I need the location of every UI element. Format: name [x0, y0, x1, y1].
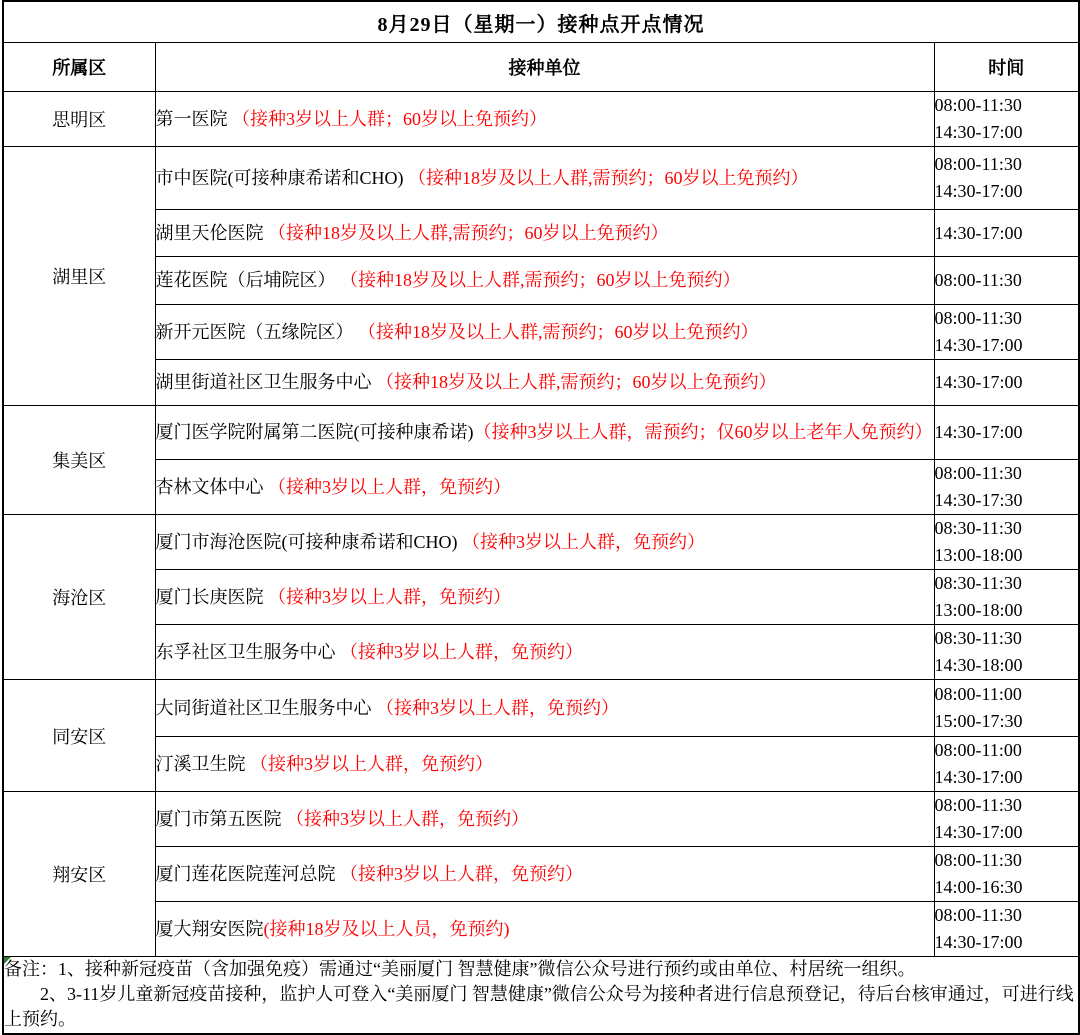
table-row	[3, 680, 1079, 737]
time-cell	[934, 680, 1079, 737]
unit-cell	[155, 902, 934, 957]
time-range: 08:00-11:30	[934, 308, 1022, 328]
unit-name: 杏林文体中心	[155, 476, 268, 497]
unit-name: 新开元医院（五缘院区）	[155, 321, 358, 342]
unit-name: 厦大翔安医院	[155, 918, 264, 939]
table-row	[3, 792, 1079, 847]
unit-cell	[155, 847, 934, 902]
time-range: 08:30-11:30	[934, 573, 1022, 593]
time-range: 14:30-17:30	[934, 490, 1023, 510]
time-cell	[934, 625, 1079, 680]
table-row	[3, 847, 1079, 902]
table-row	[3, 460, 1079, 515]
time-cell	[934, 147, 1079, 210]
unit-requirement: （接种3岁以上人群，免预约）	[268, 476, 511, 497]
unit-requirement: （接种3岁以上人群；60岁以上免预约）	[232, 108, 547, 129]
note-line-1: 备注：1、接种新冠疫苗（含加强免疫）需通过“美丽厦门 智慧健康”微信公众号进行预约或由单位、村居统一组织。	[4, 959, 916, 979]
unit-cell	[155, 92, 934, 147]
time-range: 14:30-17:00	[934, 767, 1023, 787]
column-header-time: 时间	[934, 43, 1079, 92]
time-range: 14:00-16:30	[934, 877, 1023, 897]
table-row	[3, 210, 1079, 257]
unit-requirement: （接种3岁以上人群，免预约）	[340, 641, 583, 662]
district-cell: 海沧区	[3, 515, 155, 680]
unit-requirement: （接种3岁以上人群，免预约）	[462, 531, 705, 552]
time-range: 08:00-11:00	[934, 740, 1022, 760]
unit-cell	[155, 570, 934, 625]
unit-name: 厦门医学院附属第二医院(可接种康希诺)	[155, 422, 474, 443]
district-cell: 集美区	[3, 406, 155, 515]
table-row	[3, 147, 1079, 210]
district-cell: 同安区	[3, 680, 155, 792]
time-range: 08:30-11:30	[934, 518, 1022, 538]
table-row	[3, 305, 1079, 360]
time-range: 08:00-11:30	[934, 154, 1022, 174]
time-cell	[934, 902, 1079, 957]
unit-cell	[155, 460, 934, 515]
time-cell	[934, 792, 1079, 847]
note-line-2: 2、3-11岁儿童新冠疫苗接种，监护人可登入“美丽厦门 智慧健康”微信公众号为接种者进行信息预登记，待后台核审通过，可进行线上预约。	[4, 984, 1074, 1030]
district-cell: 思明区	[3, 92, 155, 147]
unit-cell	[155, 680, 934, 737]
time-cell	[934, 847, 1079, 902]
unit-cell	[155, 515, 934, 570]
time-cell	[934, 515, 1079, 570]
unit-name: 厦门市第五医院	[155, 808, 286, 829]
time-range: 14:30-17:00	[934, 181, 1023, 201]
time-range: 08:00-11:30	[934, 463, 1022, 483]
table-row	[3, 406, 1079, 460]
time-cell	[934, 92, 1079, 147]
unit-cell	[155, 737, 934, 792]
unit-name: 厦门莲花医院莲河总院	[155, 863, 340, 884]
column-header-district: 所属区	[3, 43, 155, 92]
unit-cell	[155, 305, 934, 360]
time-cell	[934, 257, 1079, 305]
unit-requirement: （接种3岁以上人群，免预约）	[250, 753, 493, 774]
time-range: 14:30-17:00	[934, 335, 1023, 355]
time-range: 08:00-11:30	[934, 270, 1022, 290]
time-cell	[934, 737, 1079, 792]
unit-requirement: （接种18岁及以上人群,需预约；60岁以上免预约）	[358, 321, 759, 342]
vaccination-schedule-sheet	[2, 0, 1078, 1035]
time-range: 13:00-18:00	[934, 600, 1023, 620]
time-range: 14:30-17:00	[934, 822, 1023, 842]
unit-requirement: （接种3岁以上人群，免预约）	[376, 697, 619, 718]
table-row	[3, 625, 1079, 680]
table-row	[3, 257, 1079, 305]
unit-cell	[155, 210, 934, 257]
page-title: 8月29日（星期一）接种点开点情况	[3, 1, 1079, 43]
table-body	[3, 1, 1079, 1034]
time-range: 15:00-17:30	[934, 711, 1023, 731]
notes-cell	[3, 957, 1079, 1034]
unit-name: 市中医院(可接种康希诺和CHO)	[155, 167, 408, 188]
time-cell	[934, 210, 1079, 257]
unit-name: 第一医院	[155, 108, 232, 129]
district-cell: 翔安区	[3, 792, 155, 957]
unit-name: 大同街道社区卫生服务中心	[155, 697, 376, 718]
time-range: 14:30-17:00	[934, 122, 1023, 142]
unit-cell	[155, 406, 934, 460]
unit-requirement: （接种18岁及以上人群,需预约；60岁以上免预约）	[376, 372, 777, 393]
unit-cell	[155, 147, 934, 210]
time-range: 14:30-17:00	[934, 932, 1023, 952]
unit-name: 东孚社区卫生服务中心	[155, 641, 340, 662]
unit-name: 厦门长庚医院	[155, 586, 268, 607]
time-range: 08:00-11:30	[934, 850, 1022, 870]
notes-row	[3, 957, 1079, 1034]
time-range: 14:30-17:00	[934, 372, 1023, 392]
time-range: 08:00-11:30	[934, 795, 1022, 815]
cell-corner-flag-icon	[4, 957, 11, 964]
unit-requirement: （接种3岁以上人群，需预约；仅60岁以上老年人免预约）	[473, 422, 933, 443]
time-cell	[934, 406, 1079, 460]
unit-cell	[155, 257, 934, 305]
time-cell	[934, 460, 1079, 515]
unit-cell	[155, 625, 934, 680]
time-range: 08:00-11:00	[934, 684, 1022, 704]
time-range: 08:00-11:30	[934, 95, 1022, 115]
time-cell	[934, 360, 1079, 406]
column-header-unit: 接种单位	[155, 43, 934, 92]
table-row	[3, 92, 1079, 147]
unit-name: 湖里天伦医院	[155, 222, 268, 243]
unit-requirement: （接种18岁及以上人群,需预约；60岁以上免预约）	[408, 167, 809, 188]
unit-cell	[155, 792, 934, 847]
unit-cell	[155, 360, 934, 406]
district-cell: 湖里区	[3, 147, 155, 406]
time-range: 08:30-11:30	[934, 628, 1022, 648]
unit-requirement: （接种18岁及以上人群,需预约；60岁以上免预约）	[340, 270, 741, 291]
time-range: 14:30-17:00	[934, 422, 1023, 442]
time-cell	[934, 305, 1079, 360]
table-row	[3, 360, 1079, 406]
title-row	[3, 1, 1079, 43]
vaccination-schedule-table	[2, 0, 1080, 1035]
time-range: 14:30-18:00	[934, 655, 1023, 675]
time-range: 13:00-18:00	[934, 545, 1023, 565]
unit-requirement: （接种3岁以上人群，免预约）	[286, 808, 529, 829]
unit-requirement: （接种18岁及以上人群,需预约；60岁以上免预约）	[268, 222, 669, 243]
unit-name: 厦门市海沧医院(可接种康希诺和CHO)	[155, 531, 462, 552]
table-row	[3, 902, 1079, 957]
time-range: 08:00-11:30	[934, 905, 1022, 925]
unit-name: 莲花医院（后埔院区）	[155, 270, 340, 291]
table-row	[3, 737, 1079, 792]
unit-name: 湖里街道社区卫生服务中心	[155, 372, 376, 393]
unit-requirement: （接种3岁以上人群，免预约）	[340, 863, 583, 884]
time-range: 14:30-17:00	[934, 222, 1023, 243]
unit-requirement: (接种18岁及以上人员，免预约)	[263, 918, 510, 939]
header-row	[3, 43, 1079, 92]
table-row	[3, 515, 1079, 570]
table-row	[3, 570, 1079, 625]
unit-requirement: （接种3岁以上人群，免预约）	[268, 586, 511, 607]
time-cell	[934, 570, 1079, 625]
unit-name: 汀溪卫生院	[155, 753, 250, 774]
